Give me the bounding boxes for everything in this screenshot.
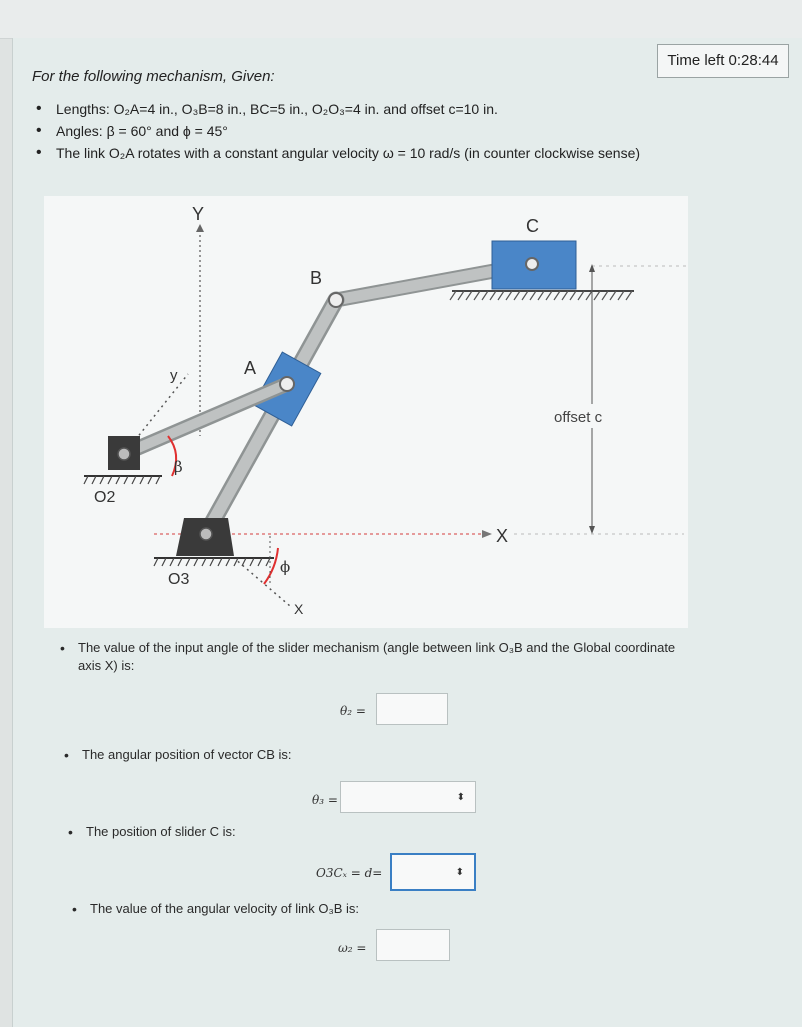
label-beta: β	[174, 458, 183, 476]
slider-ground-hatch	[450, 291, 632, 300]
mechanism-figure	[44, 196, 688, 628]
pin-c	[526, 258, 538, 270]
y-axis-arrow	[196, 224, 204, 232]
pin-o2	[118, 448, 130, 460]
label-y-small: y	[170, 367, 178, 384]
label-a: A	[244, 358, 257, 378]
label-o3: O3	[168, 571, 190, 588]
question-1-answer-input[interactable]	[376, 693, 448, 725]
question-3-field-label: O3Cₓ = d=	[316, 866, 383, 880]
label-y: Y	[192, 204, 205, 224]
offset-label: offset c	[554, 409, 603, 426]
label-c: C	[526, 216, 539, 236]
given-lengths: • Lengths: O₂A=4 in., O₃B=8 in., BC=5 in., O₂O₃=4 in. and offset c=10 in.	[34, 98, 640, 120]
mechanism-diagram	[44, 196, 688, 628]
bullet: •	[68, 824, 73, 840]
ground-o3-hatch	[154, 558, 270, 566]
pin-a	[280, 377, 294, 391]
label-x: X	[496, 526, 509, 546]
select-arrows-icon: ⬍	[455, 866, 464, 878]
x-axis-arrow	[482, 530, 492, 538]
ground-o2-hatch	[84, 476, 160, 484]
time-left-indicator: Time left 0:28:44	[657, 44, 789, 78]
given-angles: • Angles: β = 60° and ϕ = 45°	[34, 120, 640, 142]
label-x-small: X	[294, 601, 304, 617]
question-1-field-label: θ₂ =	[340, 704, 366, 718]
label-b: B	[310, 268, 323, 288]
question-3-answer-select[interactable]	[390, 853, 476, 891]
question-4-text: • The value of the angular velocity of link O₃B is:	[72, 901, 360, 917]
given-angular-velocity: • The link O₂A rotates with a constant angular velocity ω = 10 rad/s (in counter clockwise sense)	[34, 142, 640, 164]
bullet: •	[64, 747, 69, 763]
question-2-field-label: θ₃ =	[312, 793, 338, 807]
question-2-answer-select[interactable]	[340, 781, 476, 813]
offset-arrow-up	[589, 264, 595, 272]
question-3-text: • The position of slider C is:	[68, 824, 236, 840]
offset-arrow-down	[589, 526, 595, 534]
question-1-text: • The value of the input angle of the slider mechanism (angle between link O₃B and the Global coordinate axis X) is:	[60, 640, 676, 673]
pin-o3	[200, 528, 212, 540]
select-arrows-icon: ⬍	[456, 791, 465, 803]
label-phi: ϕ	[280, 558, 291, 576]
browser-top-band	[0, 0, 802, 39]
given-list	[34, 98, 640, 164]
question-4-field-label: ω₂ =	[338, 941, 367, 955]
bullet: •	[60, 640, 65, 656]
question-2-text: • The angular position of vector CB is:	[64, 747, 292, 763]
bullet: •	[72, 901, 77, 917]
label-o2: O2	[94, 489, 116, 506]
pin-b	[329, 293, 343, 307]
intro-text: For the following mechanism, Given:	[32, 68, 275, 85]
question-4-answer-input[interactable]	[376, 929, 450, 961]
